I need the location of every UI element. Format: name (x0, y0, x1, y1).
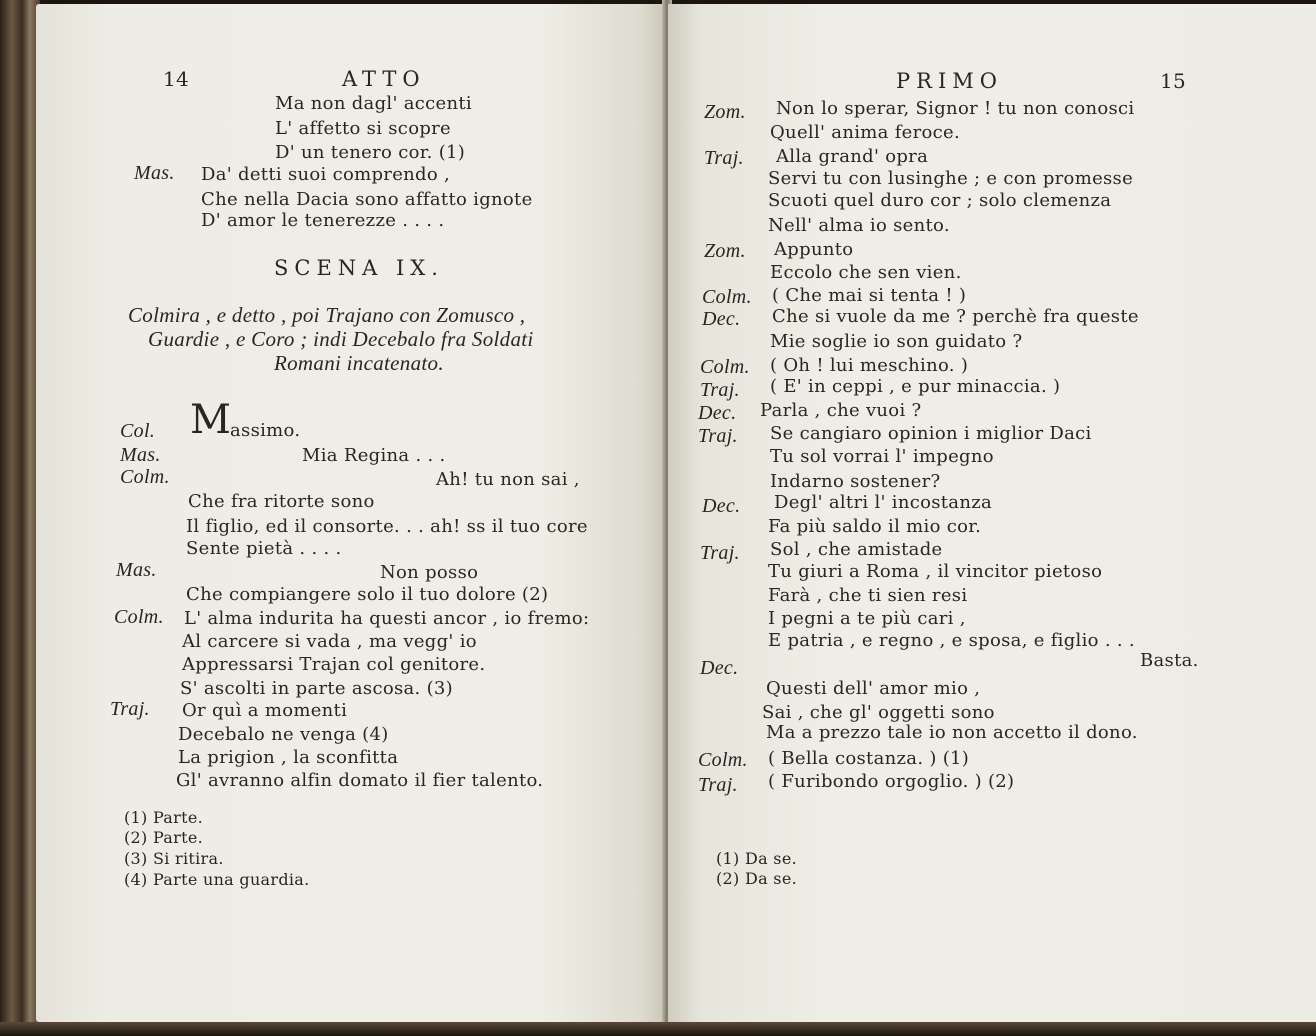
left-page (36, 4, 666, 1022)
verse-line: Basta. (1140, 650, 1199, 671)
speaker-label: Traj. (698, 774, 738, 796)
footnote: (2) Parte. (124, 828, 203, 847)
verse-line: Che compiangere solo il tuo dolore (2) (186, 584, 549, 605)
verse-line: D' un tenero cor. (1) (275, 142, 466, 163)
verse-line: Indarno sostener? (770, 471, 941, 492)
footnote: (2) Da se. (716, 869, 797, 888)
verse-line: Alla grand' opra (776, 146, 929, 167)
verse-line: Al carcere si vada , ma vegg' io (182, 631, 477, 652)
speaker-label: Traj. (700, 542, 740, 564)
speaker-label: Mas. (120, 444, 161, 466)
book-bottom-edge (0, 1022, 1316, 1036)
verse-line: D' amor le tenerezze . . . . (201, 210, 445, 231)
verse-line: Farà , che ti sien resi (768, 585, 968, 606)
verse-line: Ma a prezzo tale io non accetto il dono. (766, 722, 1138, 743)
speaker-label: Dec. (700, 657, 739, 679)
verse-line: Mia Regina . . . (302, 445, 446, 466)
right-page (668, 4, 1316, 1022)
verse-line: Nell' alma io sento. (768, 215, 950, 236)
verse-line: Appunto (774, 239, 854, 260)
verse-line: L' affetto si scopre (275, 118, 452, 139)
verse-line: assimo. (230, 420, 301, 441)
speaker-label: Colm. (700, 356, 750, 378)
drop-cap: M (190, 397, 232, 443)
verse-line: Eccolo che sen vien. (770, 262, 962, 283)
verse-line: Gl' avranno alfin domato il fier talento. (176, 770, 544, 791)
verse-line: Servi tu con lusinghe ; e con promesse (768, 168, 1134, 189)
verse-line: Ma non dagl' accenti (275, 93, 472, 114)
verse-line: Che fra ritorte sono (188, 491, 375, 512)
scene-title: SCENA IX. (274, 256, 444, 280)
verse-line: Quell' anima feroce. (770, 122, 960, 143)
footnote: (3) Si ritira. (124, 849, 224, 868)
verse-line: I pegni a te più cari , (768, 608, 966, 629)
verse-line: Degl' altri l' incostanza (774, 492, 993, 513)
verse-line: Sol , che amistade (770, 539, 943, 560)
verse-line: L' alma indurita ha questi ancor , io fremo: (184, 608, 590, 629)
verse-line: ( Bella costanza. ) (1) (768, 748, 970, 769)
verse-line: Appressarsi Trajan col genitore. (182, 654, 486, 675)
speaker-label: Traj. (110, 698, 150, 720)
speaker-label: Traj. (700, 379, 740, 401)
page-number-right: 15 (1160, 69, 1187, 93)
speaker-label: Colm. (702, 286, 752, 308)
verse-line: Sente pietà . . . . (186, 538, 342, 559)
verse-line: Tu sol vorrai l' impegno (770, 446, 994, 467)
verse-line: Questi dell' amor mio , (766, 678, 981, 699)
stage-direction: Colmira , e detto , poi Trajano con Zomusco , (128, 303, 526, 327)
running-head-right: PRIMO (896, 69, 1003, 93)
footnote: (4) Parte una guardia. (124, 870, 310, 889)
speaker-label: Dec. (698, 402, 737, 424)
page-number-left: 14 (163, 67, 190, 91)
speaker-label: Mas. (116, 559, 157, 581)
verse-line: Ah! tu non sai , (436, 469, 580, 490)
verse-line: Decebalo ne venga (4) (178, 724, 389, 745)
verse-line: S' ascolti in parte ascosa. (3) (180, 678, 453, 699)
verse-line: La prigion , la sconfitta (178, 747, 399, 768)
speaker-label: Dec. (702, 495, 741, 517)
verse-line: ( Che mai si tenta ! ) (772, 285, 967, 306)
speaker-label: Traj. (698, 425, 738, 447)
footnote: (1) Parte. (124, 808, 203, 827)
verse-line: Parla , che vuoi ? (760, 400, 922, 421)
verse-line: Sai , che gl' oggetti sono (762, 702, 995, 723)
verse-line: Non lo sperar, Signor ! tu non conosci (776, 98, 1135, 119)
verse-line: ( Furibondo orgoglio. ) (2) (768, 771, 1015, 792)
speaker-label: Col. (120, 420, 156, 442)
verse-line: Mie soglie io son guidato ? (770, 331, 1023, 352)
speaker-label: Traj. (704, 147, 744, 169)
stage-direction: Romani incatenato. (274, 351, 444, 375)
book-spine-edge (0, 0, 40, 1036)
verse-line: Da' detti suoi comprendo , (201, 164, 451, 185)
speaker-label: Zom. (704, 240, 746, 262)
speaker-label: Mas. (134, 162, 175, 184)
speaker-label: Colm. (698, 749, 748, 771)
verse-line: Che nella Dacia sono affatto ignote (201, 189, 533, 210)
verse-line: Che si vuole da me ? perchè fra queste (772, 306, 1139, 327)
running-head-left: ATTO (342, 67, 426, 91)
speaker-label: Zom. (704, 101, 746, 123)
verse-line: Il figlio, ed il consorte. . . ah! ss il tuo core (186, 516, 588, 537)
speaker-label: Colm. (114, 606, 164, 628)
verse-line: Non posso (380, 562, 479, 583)
footnote: (1) Da se. (716, 849, 797, 868)
verse-line: Or quì a momenti (182, 700, 348, 721)
speaker-label: Colm. (120, 466, 170, 488)
verse-line: ( E' in ceppi , e pur minaccia. ) (770, 376, 1061, 397)
verse-line: Scuoti quel duro cor ; solo clemenza (768, 190, 1112, 211)
verse-line: ( Oh ! lui meschino. ) (770, 355, 969, 376)
speaker-label: Dec. (702, 308, 741, 330)
verse-line: E patria , e regno , e sposa, e figlio . . . (768, 630, 1135, 651)
verse-line: Fa più saldo il mio cor. (768, 516, 982, 537)
verse-line: Se cangiaro opinion i miglior Daci (770, 423, 1092, 444)
verse-line: Tu giuri a Roma , il vincitor pietoso (768, 561, 1103, 582)
stage-direction: Guardie , e Coro ; indi Decebalo fra Soldati (148, 327, 534, 351)
